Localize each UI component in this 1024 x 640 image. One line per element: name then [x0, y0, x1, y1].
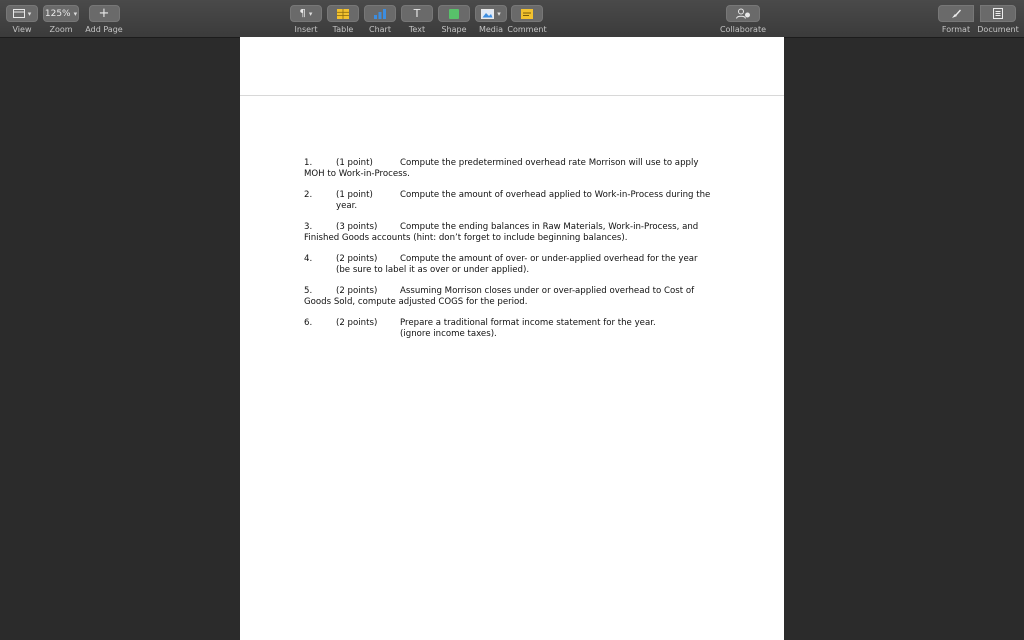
format-button[interactable] [938, 5, 974, 22]
add-page-label: Add Page [85, 25, 123, 34]
question-line [304, 254, 724, 265]
chart-control[interactable] [364, 0, 396, 34]
sidebar-layout-icon [13, 9, 25, 18]
question-line [304, 286, 724, 297]
question-continuation: MOH to Work-in-Process. [304, 169, 410, 179]
toolbar-right-group [937, 0, 1021, 34]
question-text: Compute the ending balances in Raw Materials, Work-in-Process, and [400, 222, 699, 232]
add-page-control[interactable] [84, 0, 124, 34]
document-button[interactable] [980, 5, 1016, 22]
chevron-down-icon: ▾ [73, 9, 78, 18]
document-page[interactable] [240, 37, 784, 640]
table-button[interactable] [327, 5, 359, 22]
zoom-value: 125% [44, 8, 71, 19]
question-continuation: Finished Goods accounts (hint: don’t forget to include beginning balances). [304, 233, 628, 243]
zoom-button[interactable] [43, 5, 79, 22]
question-line [304, 222, 724, 233]
document-control[interactable] [975, 0, 1021, 34]
shape-control[interactable] [438, 0, 470, 34]
chevron-down-icon: ▾ [308, 9, 313, 18]
question-points: (3 points) [336, 222, 378, 232]
media-control[interactable] [475, 0, 507, 34]
header-divider [240, 95, 784, 96]
chart-button[interactable] [364, 5, 396, 22]
question-2 [304, 190, 724, 212]
view-label: View [12, 25, 32, 34]
toolbar-left-group [6, 0, 124, 34]
shape-button[interactable] [438, 5, 470, 22]
question-text: Prepare a traditional format income statement for the year. [400, 318, 656, 328]
comment-icon [521, 9, 533, 19]
chevron-down-icon: ▾ [27, 9, 32, 18]
chart-label: Chart [369, 25, 391, 34]
question-number: 1. [304, 158, 313, 168]
toolbar-center-group [290, 0, 545, 34]
shape-label: Shape [441, 25, 467, 34]
question-points: (2 points) [336, 318, 378, 328]
question-points: (2 points) [336, 286, 378, 296]
toolbar [0, 0, 1024, 38]
comment-label: Comment [507, 25, 547, 34]
question-text: Compute the amount of overhead applied to Work-in-Process during the [400, 190, 711, 200]
table-icon [337, 9, 349, 19]
table-label: Table [332, 25, 354, 34]
insert-button[interactable] [290, 5, 322, 22]
question-text: Compute the predetermined overhead rate Morrison will use to apply [400, 158, 699, 168]
document-label: Document [977, 25, 1019, 34]
question-continuation: (ignore income taxes). [400, 329, 497, 339]
question-text: Compute the amount of over- or under-applied overhead for the year [400, 254, 698, 264]
question-6 [304, 318, 724, 340]
bar-chart-icon [373, 9, 387, 19]
image-icon [481, 9, 494, 19]
insert-control[interactable] [290, 0, 322, 34]
question-5 [304, 286, 724, 308]
question-points: (1 point) [336, 158, 373, 168]
view-button[interactable] [6, 5, 38, 22]
text-box-icon: T [413, 7, 421, 20]
comment-control[interactable] [509, 0, 545, 34]
view-control[interactable] [6, 0, 38, 34]
question-number: 2. [304, 190, 313, 200]
question-number: 4. [304, 254, 313, 264]
collaborate-label: Collaborate [719, 25, 767, 34]
media-button[interactable] [475, 5, 507, 22]
question-line [304, 190, 724, 201]
question-number: 6. [304, 318, 313, 328]
collaborate-person-icon [735, 8, 751, 19]
insert-label: Insert [294, 25, 318, 34]
question-continuation: year. [336, 201, 358, 211]
collaborate-button[interactable] [726, 5, 760, 22]
table-control[interactable] [327, 0, 359, 34]
shape-square-icon [449, 9, 459, 19]
collaborate-control[interactable] [718, 0, 768, 34]
text-label: Text [408, 25, 426, 34]
plus-icon: + [98, 6, 110, 21]
zoom-label: Zoom [49, 25, 73, 34]
chevron-down-icon: ▾ [497, 9, 501, 18]
question-text: Assuming Morrison closes under or over-applied overhead to Cost of [400, 286, 695, 296]
add-page-button[interactable] [89, 5, 120, 22]
format-label: Format [941, 25, 971, 34]
question-number: 3. [304, 222, 313, 232]
question-3 [304, 222, 724, 244]
question-number: 5. [304, 286, 313, 296]
question-points: (1 point) [336, 190, 373, 200]
text-button[interactable] [401, 5, 433, 22]
toolbar-collaborate-group [718, 0, 768, 34]
zoom-control[interactable] [43, 0, 79, 34]
question-continuation: Goods Sold, compute adjusted COGS for the period. [304, 297, 528, 307]
format-control[interactable] [937, 0, 975, 34]
question-line [304, 158, 724, 169]
comment-button[interactable] [511, 5, 543, 22]
question-line [304, 318, 724, 329]
pilcrow-icon: ¶ [299, 8, 306, 19]
question-points: (2 points) [336, 254, 378, 264]
paintbrush-icon [950, 8, 962, 19]
document-icon [993, 8, 1003, 19]
media-label: Media [478, 25, 504, 34]
document-body[interactable] [304, 158, 724, 350]
question-continuation: (be sure to label it as over or under applied). [336, 265, 530, 275]
question-1 [304, 158, 724, 180]
question-4 [304, 254, 724, 276]
text-control[interactable] [401, 0, 433, 34]
